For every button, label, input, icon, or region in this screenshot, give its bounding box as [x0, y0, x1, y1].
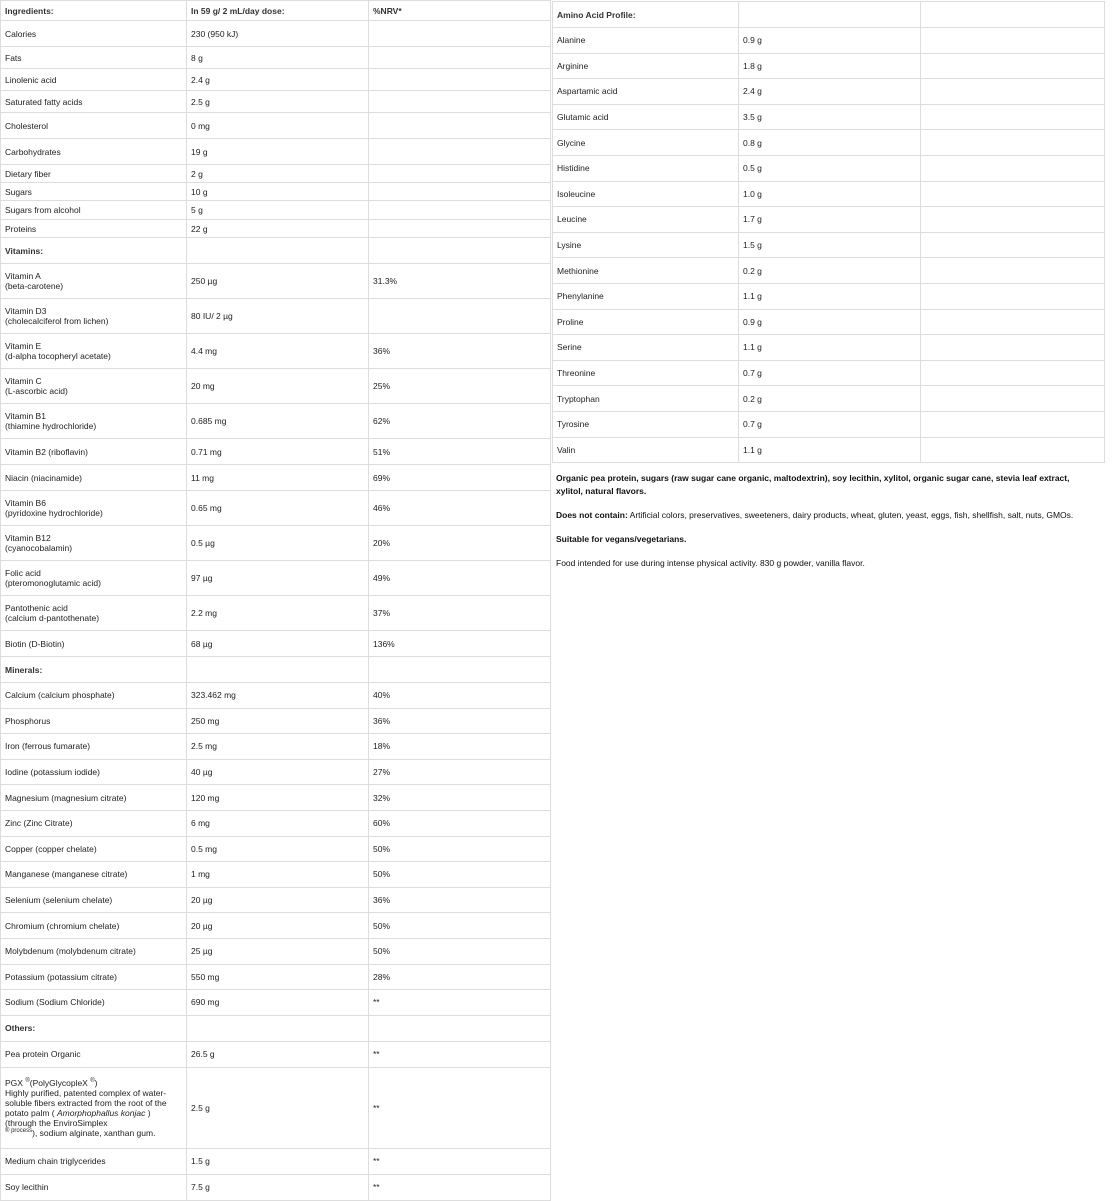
empty-cell	[921, 104, 1105, 130]
amino-name: Threonine	[553, 360, 739, 386]
nutrient-amount: 5 g	[187, 201, 369, 220]
vitamin-amount: 20 mg	[187, 369, 369, 404]
header-dose: In 59 g/ 2 mL/day dose:	[187, 1, 369, 21]
amino-amount: 0.5 g	[739, 155, 921, 181]
other-name: Medium chain triglycerides	[1, 1148, 187, 1174]
mineral-amount: 20 µg	[187, 887, 369, 913]
amino-amount: 0.9 g	[739, 28, 921, 54]
nutrition-row	[1, 139, 551, 165]
vitamin-label: Vitamin B1	[5, 411, 46, 421]
mineral-amount: 0.5 mg	[187, 836, 369, 862]
nutrition-header-row	[1, 1, 551, 21]
vitamin-name	[1, 334, 187, 369]
suitable-note: Suitable for vegans/vegetarians.	[556, 534, 687, 544]
product-notes	[556, 472, 1096, 581]
vitamin-amount: 250 µg	[187, 264, 369, 299]
amino-name: Methionine	[553, 258, 739, 284]
nutrient-nrv	[369, 69, 551, 91]
amino-row	[553, 309, 1105, 335]
empty-cell	[921, 2, 1105, 28]
mineral-nrv: **	[369, 990, 551, 1016]
nutrient-nrv	[369, 139, 551, 165]
amino-row	[553, 53, 1105, 79]
empty-cell	[369, 1015, 551, 1041]
mineral-amount: 120 mg	[187, 785, 369, 811]
mineral-name: Potassium (potassium citrate)	[1, 964, 187, 990]
nutrient-nrv	[369, 183, 551, 201]
empty-cell	[921, 258, 1105, 284]
vitamin-amount: 80 IU/ 2 µg	[187, 299, 369, 334]
amino-amount: 1.7 g	[739, 207, 921, 233]
vitamin-label: Vitamin B12	[5, 533, 51, 543]
section-label: Others:	[1, 1015, 187, 1041]
nutrition-row	[1, 21, 551, 47]
other-amount: 1.5 g	[187, 1148, 369, 1174]
mineral-amount: 250 mg	[187, 708, 369, 734]
vitamin-source: (cholecalciferol from lichen)	[5, 316, 109, 326]
other-nrv: **	[369, 1041, 551, 1067]
amino-row	[553, 335, 1105, 361]
vitamin-amount: 97 µg	[187, 561, 369, 596]
nutrition-table	[0, 0, 551, 1201]
vitamin-name	[1, 631, 187, 657]
pgx-paren: (PolyGlycopleX	[29, 1077, 88, 1088]
nutrient-amount: 19 g	[187, 139, 369, 165]
other-amount: 26.5 g	[187, 1041, 369, 1067]
amino-name: Phenylanine	[553, 283, 739, 309]
vitamin-row	[1, 465, 551, 491]
mineral-amount: 550 mg	[187, 964, 369, 990]
nutrient-amount: 2 g	[187, 165, 369, 183]
mineral-nrv: 50%	[369, 938, 551, 964]
ingredients-list: Organic pea protein, sugars (raw sugar cane organic, maltodextrin), soy lecithin, xylitol, organic sugar cane, stevia leaf extract, xylitol, natural flavors.	[556, 473, 1070, 496]
empty-cell	[921, 309, 1105, 335]
amino-name: Isoleucine	[553, 181, 739, 207]
vitamin-label: Pantothenic acid	[5, 603, 68, 613]
vitamin-nrv: 62%	[369, 404, 551, 439]
nutrient-amount: 10 g	[187, 183, 369, 201]
amino-name: Lysine	[553, 232, 739, 258]
pgx-close: )	[94, 1077, 98, 1088]
mineral-nrv: 28%	[369, 964, 551, 990]
nutrient-amount: 0 mg	[187, 113, 369, 139]
vitamin-source: (L-ascorbic acid)	[5, 386, 68, 396]
amino-amount: 0.7 g	[739, 411, 921, 437]
other-name: Soy lecithin	[1, 1174, 187, 1200]
mineral-amount: 40 µg	[187, 759, 369, 785]
mineral-nrv: 50%	[369, 836, 551, 862]
empty-cell	[921, 79, 1105, 105]
vitamin-name	[1, 299, 187, 334]
vitamin-source: (pteromonoglutamic acid)	[5, 578, 101, 588]
nutrient-amount: 230 (950 kJ)	[187, 21, 369, 47]
amino-amount: 0.8 g	[739, 130, 921, 156]
pgx-amount: 2.5 g	[187, 1067, 369, 1148]
amino-row	[553, 79, 1105, 105]
other-row	[1, 1174, 551, 1200]
vitamin-row	[1, 491, 551, 526]
amino-amount: 2.4 g	[739, 79, 921, 105]
amino-row	[553, 258, 1105, 284]
nutrient-name: Carbohydrates	[1, 139, 187, 165]
amino-row	[553, 411, 1105, 437]
nutrition-row	[1, 220, 551, 238]
mineral-amount: 25 µg	[187, 938, 369, 964]
amino-row	[553, 386, 1105, 412]
vitamin-name	[1, 369, 187, 404]
header-ingredients: Ingredients:	[1, 1, 187, 21]
vitamin-amount: 68 µg	[187, 631, 369, 657]
other-amount: 7.5 g	[187, 1174, 369, 1200]
vitamin-source: (cyanocobalamin)	[5, 543, 73, 553]
amino-row	[553, 155, 1105, 181]
section-label: Minerals:	[1, 657, 187, 683]
vitamin-amount: 0.65 mg	[187, 491, 369, 526]
empty-cell	[921, 335, 1105, 361]
empty-cell	[187, 238, 369, 264]
empty-cell	[187, 657, 369, 683]
mineral-nrv: 60%	[369, 810, 551, 836]
amino-acid-table	[552, 1, 1105, 463]
empty-cell	[921, 155, 1105, 181]
amino-amount: 1.1 g	[739, 335, 921, 361]
mineral-nrv: 50%	[369, 913, 551, 939]
nutrient-name: Linolenic acid	[1, 69, 187, 91]
nutrition-row	[1, 69, 551, 91]
other-nrv: **	[369, 1148, 551, 1174]
vitamin-amount: 0.685 mg	[187, 404, 369, 439]
vitamin-label: Vitamin C	[5, 376, 42, 386]
amino-header-row	[553, 2, 1105, 28]
vitamin-label: Niacin (niacinamide)	[5, 472, 83, 483]
nutrient-name: Calories	[1, 21, 187, 47]
mineral-nrv: 50%	[369, 862, 551, 888]
nutrient-nrv	[369, 21, 551, 47]
empty-cell	[921, 283, 1105, 309]
does-not-contain-text: Artificial colors, preservatives, sweeteners, dairy products, wheat, gluten, yeast, eggs, fish, shellfish, salt, nuts, GMOs.	[627, 510, 1074, 520]
vitamin-name	[1, 465, 187, 491]
mineral-amount: 690 mg	[187, 990, 369, 1016]
amino-row	[553, 360, 1105, 386]
vitamin-nrv: 51%	[369, 439, 551, 465]
vitamin-label: Vitamin D3	[5, 306, 47, 316]
mineral-name: Selenium (selenium chelate)	[1, 887, 187, 913]
empty-cell	[739, 2, 921, 28]
amino-header: Amino Acid Profile:	[553, 2, 739, 28]
product-description: Food intended for use during intense physical activity. 830 g powder, vanilla flavor.	[556, 558, 865, 568]
amino-row	[553, 283, 1105, 309]
mineral-row	[1, 759, 551, 785]
vitamin-nrv: 37%	[369, 596, 551, 631]
amino-name: Tryptophan	[553, 386, 739, 412]
vitamin-nrv: 49%	[369, 561, 551, 596]
vitamin-source: (d-alpha tocopheryl acetate)	[5, 351, 111, 361]
empty-cell	[921, 411, 1105, 437]
amino-row	[553, 130, 1105, 156]
mineral-name: Iron (ferrous fumarate)	[1, 734, 187, 760]
empty-cell	[921, 232, 1105, 258]
vitamin-label: Vitamin B2 (riboflavin)	[5, 446, 88, 457]
pgx-desc2: ) (through the EnviroSimplex	[5, 1107, 151, 1128]
nutrient-amount: 2.5 g	[187, 91, 369, 113]
amino-name: Proline	[553, 309, 739, 335]
mineral-amount: 20 µg	[187, 913, 369, 939]
mineral-nrv: 18%	[369, 734, 551, 760]
vitamin-row	[1, 596, 551, 631]
mineral-row	[1, 938, 551, 964]
empty-cell	[187, 1015, 369, 1041]
pgx-name: PGX	[5, 1077, 23, 1088]
pgx-desc3: ), sodium alginate, xanthan gum.	[32, 1127, 156, 1138]
amino-name: Serine	[553, 335, 739, 361]
amino-name: Glycine	[553, 130, 739, 156]
nutrition-row	[1, 201, 551, 220]
mineral-row	[1, 887, 551, 913]
empty-cell	[369, 238, 551, 264]
vitamin-label: Vitamin A	[5, 271, 41, 281]
amino-amount: 1.8 g	[739, 53, 921, 79]
vitamin-name	[1, 404, 187, 439]
nutrition-row	[1, 47, 551, 69]
empty-cell	[921, 53, 1105, 79]
nutrient-amount: 2.4 g	[187, 69, 369, 91]
pgx-latin: Amorphophallus konjac	[57, 1107, 146, 1118]
pgx-description	[1, 1067, 187, 1148]
mineral-name: Sodium (Sodium Chloride)	[1, 990, 187, 1016]
mineral-row	[1, 810, 551, 836]
vitamin-row	[1, 404, 551, 439]
amino-name: Aspartamic acid	[553, 79, 739, 105]
nutrient-nrv	[369, 220, 551, 238]
pgx-desc: Highly purified, patented complex of water-soluble fibers extracted from the root of the potato palm (	[5, 1087, 167, 1118]
amino-row	[553, 437, 1105, 463]
empty-cell	[921, 28, 1105, 54]
nutrient-name: Cholesterol	[1, 113, 187, 139]
does-not-contain-label: Does not contain:	[556, 510, 628, 520]
vitamin-nrv: 36%	[369, 334, 551, 369]
vitamin-label: Folic acid	[5, 568, 41, 578]
vitamin-row	[1, 631, 551, 657]
mineral-nrv: 27%	[369, 759, 551, 785]
nutrient-nrv	[369, 113, 551, 139]
nutrient-name: Dietary fiber	[1, 165, 187, 183]
pgx-reg1: ®	[25, 1077, 30, 1084]
empty-cell	[921, 130, 1105, 156]
nutrient-name: Fats	[1, 47, 187, 69]
vitamin-row	[1, 561, 551, 596]
pgx-reg3: ® process	[5, 1127, 33, 1134]
mineral-name: Manganese (manganese citrate)	[1, 862, 187, 888]
mineral-nrv: 40%	[369, 683, 551, 709]
amino-amount: 0.2 g	[739, 258, 921, 284]
vitamin-source: (beta-carotene)	[5, 281, 64, 291]
section-label: Vitamins:	[1, 238, 187, 264]
mineral-amount: 323.462 mg	[187, 683, 369, 709]
mineral-nrv: 36%	[369, 708, 551, 734]
vitamin-name	[1, 264, 187, 299]
nutrition-row	[1, 113, 551, 139]
empty-cell	[921, 437, 1105, 463]
nutrient-nrv	[369, 165, 551, 183]
amino-row	[553, 104, 1105, 130]
mineral-name: Magnesium (magnesium citrate)	[1, 785, 187, 811]
mineral-row	[1, 734, 551, 760]
mineral-name: Molybdenum (molybdenum citrate)	[1, 938, 187, 964]
vitamin-name	[1, 526, 187, 561]
vitamin-nrv: 31.3%	[369, 264, 551, 299]
header-nrv: %NRV*	[369, 1, 551, 21]
empty-cell	[921, 386, 1105, 412]
nutrient-name: Saturated fatty acids	[1, 91, 187, 113]
mineral-name: Calcium (calcium phosphate)	[1, 683, 187, 709]
mineral-name: Chromium (chromium chelate)	[1, 913, 187, 939]
vitamins-section-row	[1, 238, 551, 264]
mineral-name: Phosphorus	[1, 708, 187, 734]
nutrition-row	[1, 183, 551, 201]
amino-name: Glutamic acid	[553, 104, 739, 130]
mineral-row	[1, 964, 551, 990]
vitamin-name	[1, 561, 187, 596]
minerals-section-row	[1, 657, 551, 683]
vitamin-source: (pyridoxine hydrochloride)	[5, 508, 103, 518]
vitamin-row	[1, 334, 551, 369]
amino-row	[553, 232, 1105, 258]
empty-cell	[921, 207, 1105, 233]
vitamin-row	[1, 439, 551, 465]
amino-amount: 0.7 g	[739, 360, 921, 386]
vitamin-amount: 2.2 mg	[187, 596, 369, 631]
vitamin-row	[1, 264, 551, 299]
nutrient-nrv	[369, 91, 551, 113]
amino-row	[553, 181, 1105, 207]
amino-amount: 1.1 g	[739, 437, 921, 463]
amino-amount: 1.5 g	[739, 232, 921, 258]
vitamin-nrv: 20%	[369, 526, 551, 561]
mineral-amount: 1 mg	[187, 862, 369, 888]
others-section-row	[1, 1015, 551, 1041]
amino-name: Histidine	[553, 155, 739, 181]
empty-cell	[921, 360, 1105, 386]
amino-name: Arginine	[553, 53, 739, 79]
vitamin-source: (thiamine hydrochloride)	[5, 421, 97, 431]
mineral-row	[1, 683, 551, 709]
nutrient-amount: 8 g	[187, 47, 369, 69]
amino-amount: 1.1 g	[739, 283, 921, 309]
nutrient-name: Sugars from alcohol	[1, 201, 187, 220]
amino-amount: 3.5 g	[739, 104, 921, 130]
empty-cell	[921, 181, 1105, 207]
pgx-row	[1, 1067, 551, 1148]
amino-row	[553, 207, 1105, 233]
pgx-nrv: **	[369, 1067, 551, 1148]
nutrient-name: Proteins	[1, 220, 187, 238]
nutrient-nrv	[369, 47, 551, 69]
vitamin-amount: 0.71 mg	[187, 439, 369, 465]
vitamin-source: (calcium d-pantothenate)	[5, 613, 100, 623]
nutrition-row	[1, 91, 551, 113]
mineral-row	[1, 785, 551, 811]
other-row	[1, 1041, 551, 1067]
vitamin-nrv: 46%	[369, 491, 551, 526]
vitamin-nrv: 25%	[369, 369, 551, 404]
mineral-amount: 2.5 mg	[187, 734, 369, 760]
mineral-row	[1, 990, 551, 1016]
mineral-nrv: 32%	[369, 785, 551, 811]
amino-amount: 0.9 g	[739, 309, 921, 335]
nutrition-row	[1, 165, 551, 183]
mineral-name: Iodine (potassium iodide)	[1, 759, 187, 785]
mineral-nrv: 36%	[369, 887, 551, 913]
mineral-row	[1, 913, 551, 939]
vitamin-row	[1, 526, 551, 561]
vitamin-row	[1, 369, 551, 404]
pgx-reg2: ®	[90, 1077, 95, 1084]
does-not-contain	[556, 509, 1096, 522]
mineral-name: Zinc (Zinc Citrate)	[1, 810, 187, 836]
amino-amount: 0.2 g	[739, 386, 921, 412]
vitamin-amount: 11 mg	[187, 465, 369, 491]
vitamin-label: Biotin (D-Biotin)	[5, 638, 65, 649]
vitamin-label: Vitamin B6	[5, 498, 46, 508]
empty-cell	[369, 657, 551, 683]
amino-amount: 1.0 g	[739, 181, 921, 207]
other-nrv: **	[369, 1174, 551, 1200]
mineral-row	[1, 862, 551, 888]
amino-name: Leucine	[553, 207, 739, 233]
nutrient-nrv	[369, 201, 551, 220]
nutrient-amount: 22 g	[187, 220, 369, 238]
mineral-name: Copper (copper chelate)	[1, 836, 187, 862]
vitamin-name	[1, 491, 187, 526]
vitamin-nrv: 136%	[369, 631, 551, 657]
vitamin-nrv: 69%	[369, 465, 551, 491]
vitamin-row	[1, 299, 551, 334]
other-row	[1, 1148, 551, 1174]
vitamin-name	[1, 596, 187, 631]
vitamin-amount: 4.4 mg	[187, 334, 369, 369]
vitamin-label: Vitamin E	[5, 341, 42, 351]
amino-name: Valin	[553, 437, 739, 463]
other-name: Pea protein Organic	[1, 1041, 187, 1067]
amino-row	[553, 28, 1105, 54]
amino-name: Alanine	[553, 28, 739, 54]
mineral-row	[1, 836, 551, 862]
mineral-row	[1, 708, 551, 734]
amino-name: Tyrosine	[553, 411, 739, 437]
vitamin-name	[1, 439, 187, 465]
nutrient-name: Sugars	[1, 183, 187, 201]
vitamin-amount: 0.5 µg	[187, 526, 369, 561]
mineral-amount: 6 mg	[187, 810, 369, 836]
vitamin-nrv	[369, 299, 551, 334]
